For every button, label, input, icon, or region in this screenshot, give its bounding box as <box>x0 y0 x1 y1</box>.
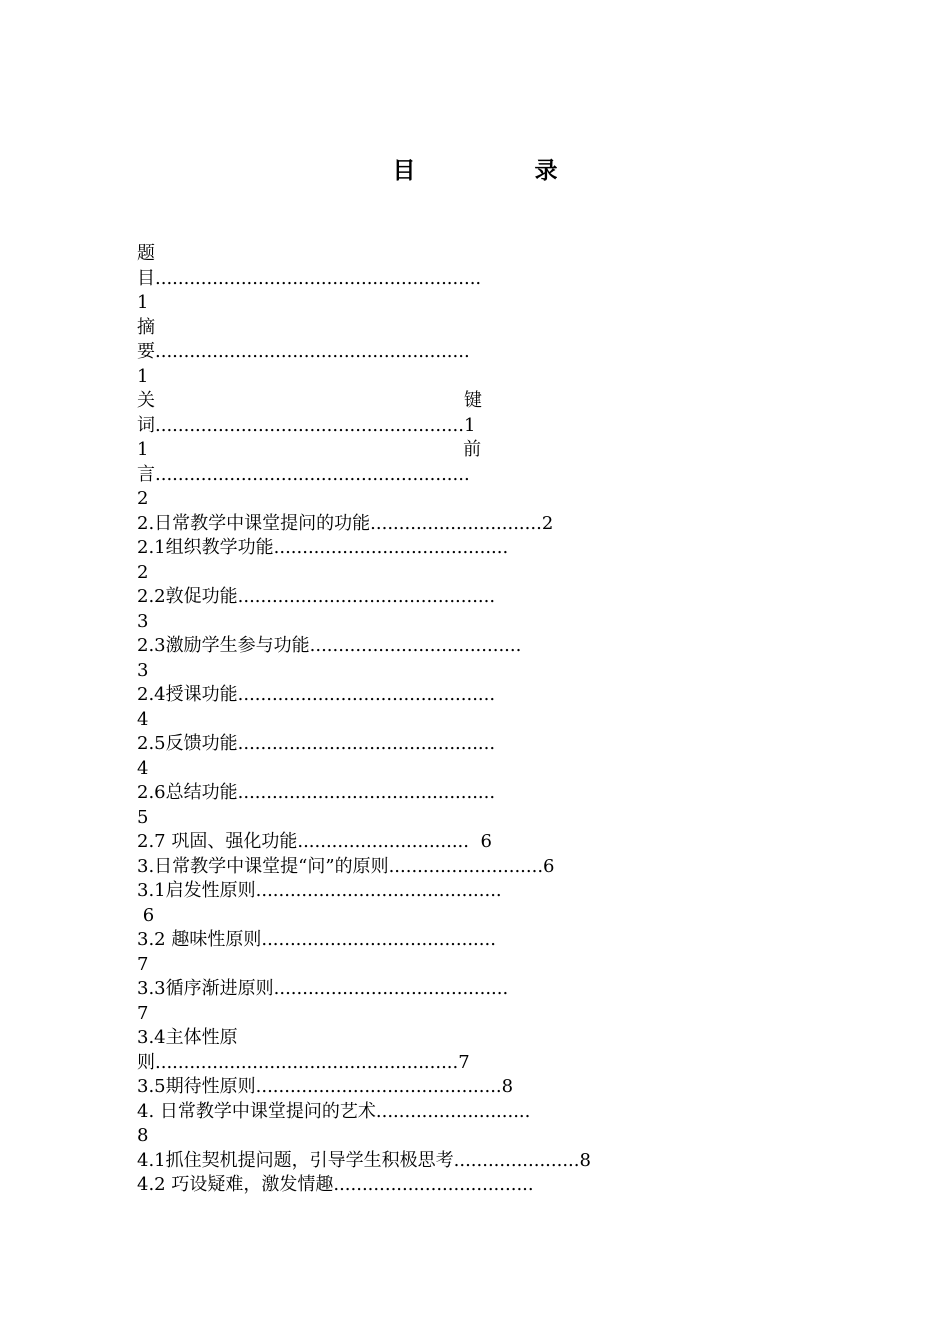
toc-line: 题 <box>137 243 155 264</box>
toc-line: 3.2 趣味性原则......................................... <box>137 929 496 950</box>
toc-line: 3.5期待性原则...........................................8 <box>137 1076 514 1097</box>
toc-line: 2.日常教学中课堂提问的功能..............................2 <box>137 512 554 534</box>
toc-line: 1 前 <box>137 439 482 460</box>
toc-line: 3 <box>137 610 149 632</box>
toc-line: 4 <box>137 757 149 779</box>
toc-line: 关 键 <box>137 390 482 411</box>
toc-line: 3.3循序渐进原则......................................... <box>137 978 509 999</box>
toc-line: 6 <box>137 904 155 926</box>
table-of-contents <box>137 242 865 1198</box>
toc-line: 4. 日常教学中课堂提问的艺术........................... <box>137 1100 531 1122</box>
toc-line: 1 <box>137 292 149 313</box>
toc-line: 摘 <box>137 316 155 338</box>
toc-line: 1 <box>137 365 149 387</box>
toc-line: 2.7 巩固、强化功能.............................. 6 <box>137 831 492 852</box>
toc-line: 2.1组织教学功能......................................... <box>137 537 509 558</box>
toc-line: 3.4主体性原 <box>137 1027 238 1048</box>
toc-line: 2.2敦促功能............................................. <box>137 586 496 607</box>
toc-line: 3 <box>137 659 149 681</box>
toc-title: 目 录 <box>392 157 606 184</box>
toc-line: 7 <box>137 953 149 975</box>
toc-line: 词......................................................1 <box>137 414 476 436</box>
toc-line: 2.6总结功能............................................. <box>137 782 496 803</box>
toc-line: 2.3激励学生参与功能..................................... <box>137 635 522 656</box>
toc-line: 3.1启发性原则........................................... <box>137 880 502 901</box>
toc-line: 2.4授课功能............................................. <box>137 684 496 705</box>
toc-line: 4.1抓住契机提问题，引导学生积极思考......................8 <box>137 1149 591 1171</box>
toc-line: 2.5反馈功能............................................. <box>137 733 496 754</box>
toc-line: 则.....................................................7 <box>137 1051 470 1073</box>
toc-line: 2 <box>137 561 149 583</box>
toc-line: 8 <box>137 1125 149 1146</box>
toc-line: 2 <box>137 488 149 509</box>
toc-line: 4.2 巧设疑难，激发情趣................................... <box>137 1174 534 1195</box>
toc-line: 7 <box>137 1002 149 1024</box>
toc-line: 目......................................................... <box>137 267 482 289</box>
toc-line: 言....................................................... <box>137 463 470 485</box>
toc-line: 5 <box>137 806 149 828</box>
toc-line: 4 <box>137 708 149 730</box>
toc-line: 要....................................................... <box>137 341 470 362</box>
toc-line: 3.日常教学中课堂提“问”的原则...........................6 <box>137 855 555 877</box>
